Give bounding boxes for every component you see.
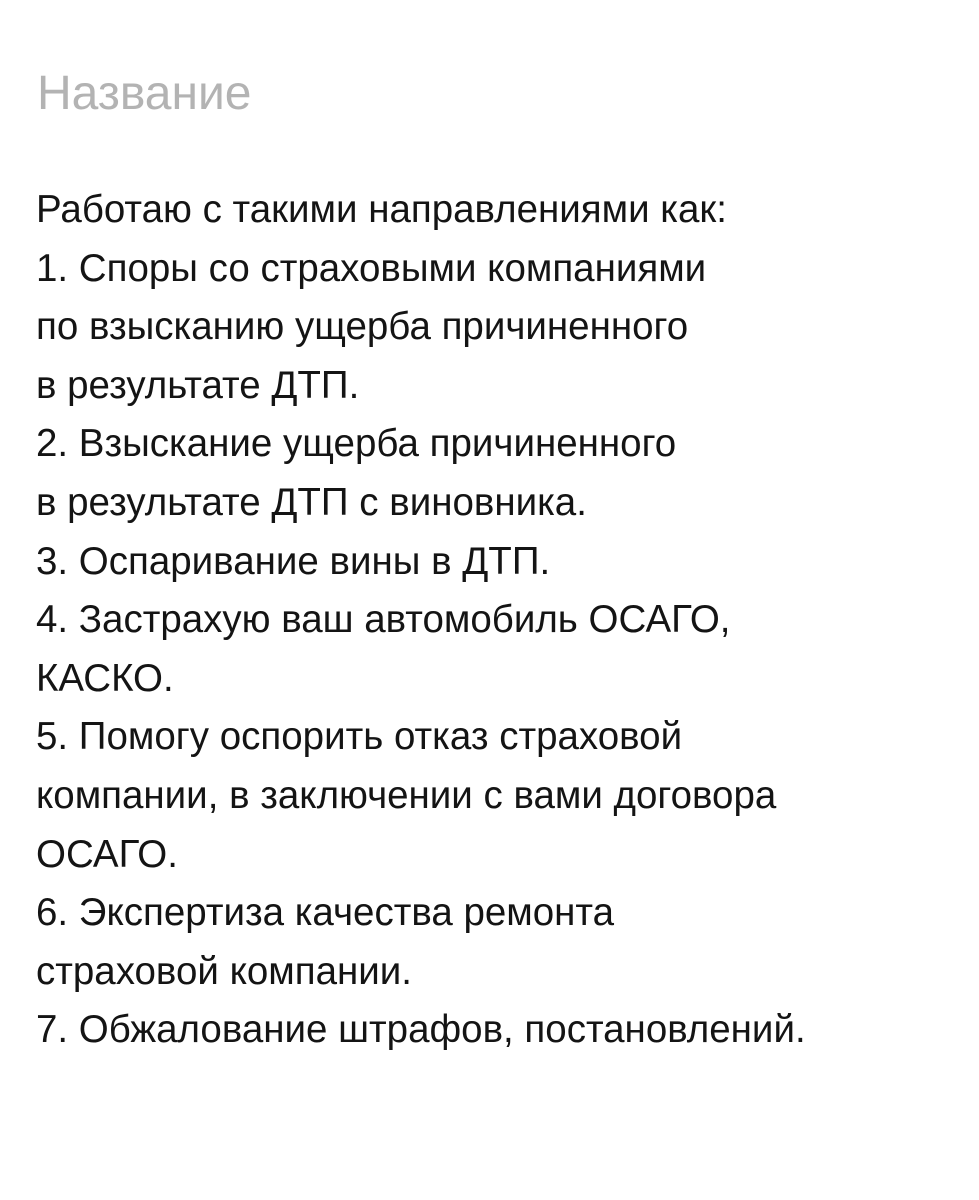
note-line: ОСАГО. bbox=[36, 832, 178, 876]
note-line: в результате ДТП с виновника. bbox=[36, 480, 587, 524]
note-line: 2. Взыскание ущерба причиненного bbox=[36, 422, 677, 466]
note-body-field[interactable] bbox=[36, 181, 806, 1060]
note-title-field[interactable]: Название bbox=[37, 67, 252, 120]
note-line: 5. Помогу оспорить отказ страховой bbox=[36, 715, 683, 759]
note-line: 7. Обжалование штрафов, постановлений. bbox=[36, 1008, 806, 1052]
note-line: 4. Застрахую ваш автомобиль ОСАГО, bbox=[36, 598, 731, 642]
note-line: 1. Споры со страховыми компаниями bbox=[36, 246, 707, 290]
note-line: по взысканию ущерба причиненного bbox=[36, 305, 689, 349]
note-line: страховой компании. bbox=[36, 949, 412, 993]
note-line: в результате ДТП. bbox=[36, 363, 360, 407]
note-line: 3. Оспаривание вины в ДТП. bbox=[36, 539, 551, 583]
note-line: компании, в заключении с вами договора bbox=[36, 773, 777, 817]
note-line: Работаю с такими направлениями как: bbox=[36, 188, 727, 231]
note-line: 6. Экспертиза качества ремонта bbox=[36, 891, 615, 935]
note-line: КАСКО. bbox=[36, 656, 174, 700]
